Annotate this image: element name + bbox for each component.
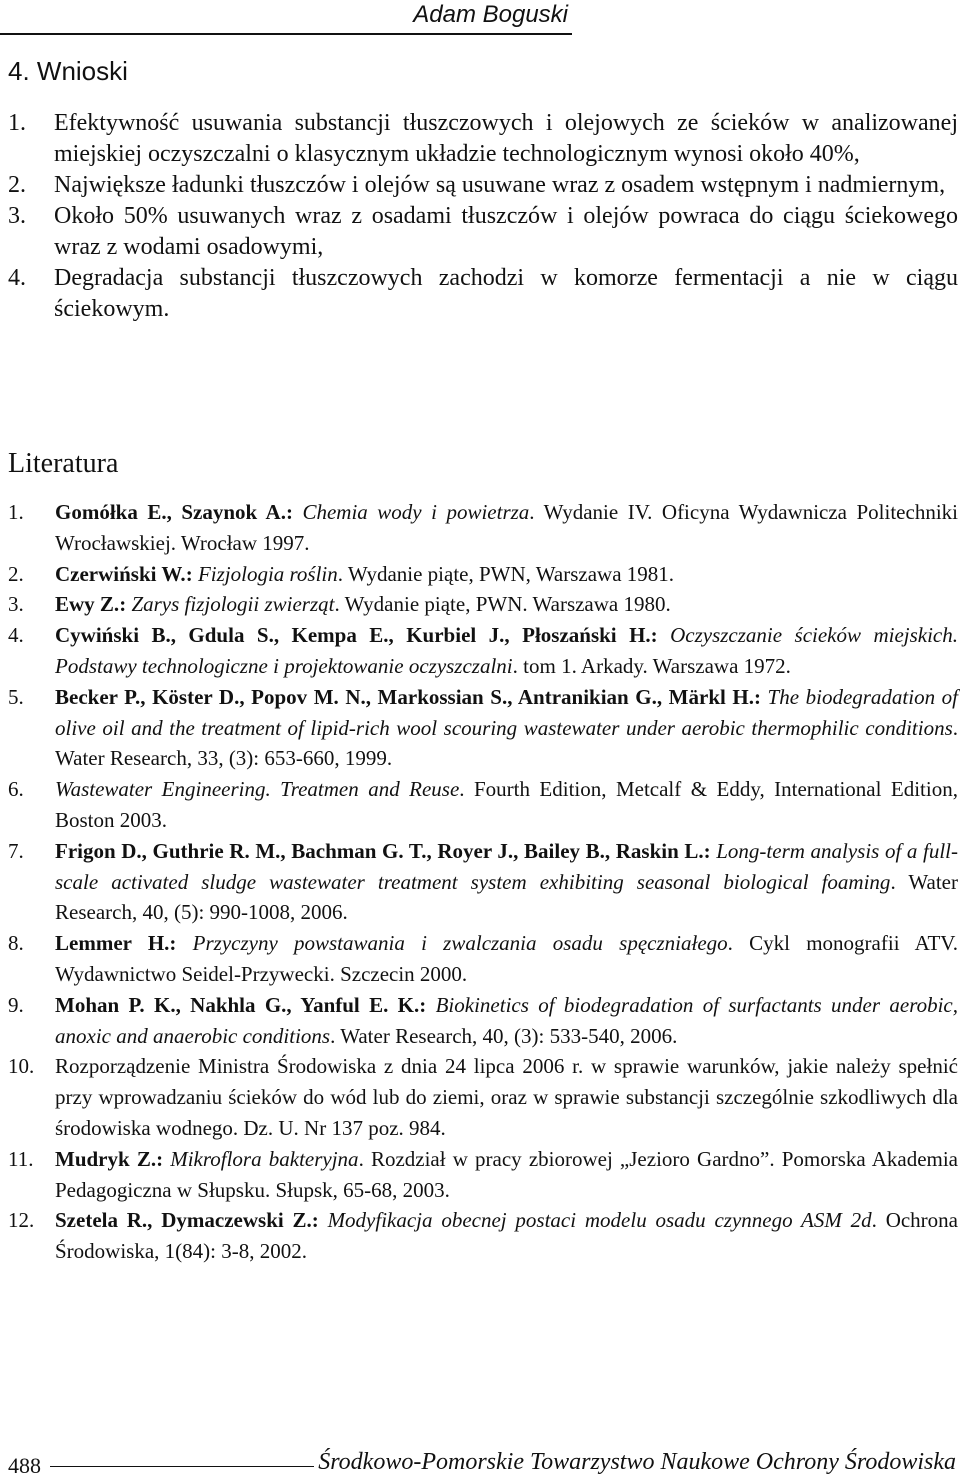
reference-number: 1. bbox=[8, 500, 24, 524]
reference-details: . Water Research, 40, (3): 533-540, 2006. bbox=[330, 1023, 678, 1048]
reference-title: Mikroflora bakteryjna bbox=[170, 1146, 359, 1171]
conclusion-number: 3. bbox=[8, 203, 26, 229]
conclusion-number: 4. bbox=[8, 265, 26, 291]
reference-title: The biodegradation of olive oil and the treatment of lipid-rich wool scouring wastewater under aerobic thermophilic conditions bbox=[55, 684, 958, 740]
reference-item bbox=[8, 1144, 958, 1206]
reference-details: Rozporządzenie Ministra Środowiska z dnia 24 lipca 2006 r. w sprawie warunków, jakie należy spełnić przy wprowadzaniu ścieków do wód lub do ziemi, oraz w sprawie substancji szczególnie szkodliwych dla środowiska wodnego. Dz. U. Nr 137 poz. 984. bbox=[55, 1054, 958, 1140]
conclusion-text: Około 50% usuwanych wraz z osadami tłuszczów i olejów powraca do ciągu ściekowego wraz z wodami osadowymi, bbox=[54, 203, 958, 260]
references-list bbox=[8, 497, 958, 1267]
reference-number: 6. bbox=[8, 777, 24, 802]
reference-title: Biokinetics of biodegradation of surfactants under aerobic, anoxic and anaerobic conditions bbox=[55, 992, 958, 1048]
reference-number: 7. bbox=[8, 838, 24, 863]
reference-separator: : bbox=[753, 684, 768, 709]
reference-number: 5. bbox=[8, 684, 24, 709]
reference-title: Modyfikacja obecnej postaci modelu osadu czynnego ASM 2d bbox=[327, 1208, 872, 1233]
reference-item bbox=[8, 990, 958, 1052]
reference-details: . Wydanie piąte, PWN. Warszawa 1980. bbox=[334, 592, 671, 617]
reference-title: Oczyszczanie ścieków miejskich. Podstawy technologiczne i projektowanie oczyszczalni bbox=[55, 623, 958, 678]
reference-separator: : bbox=[119, 592, 132, 617]
conclusion-text: Efektywność usuwania substancji tłuszczowych i olejowych ze ścieków w analizowanej miejskiej oczyszczalni o klasycznym układzie technologicznym wynosi około 40%, bbox=[54, 110, 958, 167]
reference-item bbox=[8, 497, 958, 559]
reference-authors: Gomółka E., Szaynok A. bbox=[55, 500, 286, 524]
reference-authors: Mohan P. K., Nakhla G., Yanful E. K. bbox=[55, 992, 420, 1017]
reference-details: . tom 1. Arkady. Warszawa 1972. bbox=[512, 653, 791, 678]
reference-title: Long-term analysis of a full-scale activated sludge wastewater treatment system exhibiting seasonal biological foaming bbox=[55, 838, 958, 894]
reference-separator: : bbox=[650, 623, 671, 648]
conclusion-text: Największe ładunki tłuszczów i olejów są usuwane wraz z osadem wstępnym i nadmiernym, bbox=[54, 172, 946, 198]
reference-details: . Cykl monografii ATV. Wydawnictwo Seidel-Przywecki. Szczecin 2000. bbox=[55, 931, 958, 986]
reference-title: Zarys fizjologii zwierząt bbox=[131, 592, 335, 617]
reference-title: Przyczyny powstawania i zwalczania osadu spęczniałego bbox=[192, 931, 728, 956]
conclusion-item bbox=[8, 108, 958, 170]
section-heading-literature: Literatura bbox=[8, 448, 119, 479]
reference-authors: Szetela R., Dymaczewski Z. bbox=[55, 1208, 312, 1233]
reference-item bbox=[8, 928, 958, 990]
running-header-author: Adam Boguski bbox=[413, 1, 568, 28]
conclusions-list bbox=[8, 108, 958, 325]
reference-item bbox=[8, 1205, 958, 1267]
reference-item bbox=[8, 682, 958, 774]
reference-title: Fizjologia roślin bbox=[197, 561, 338, 586]
footer-journal-name: Środkowo-Pomorskie Towarzystwo Naukowe Ochrony Środowiska bbox=[314, 1449, 956, 1476]
header-rule bbox=[0, 33, 572, 35]
reference-details: . Water Research, 40, (5): 990-1008, 2006. bbox=[55, 869, 958, 925]
reference-authors: Becker P., Köster D., Popov M. N., Markossian S., Antranikian G., Märkl H. bbox=[55, 684, 754, 709]
conclusion-text: Degradacja substancji tłuszczowych zachodzi w komorze fermentacji a nie w ciągu ściekowym. bbox=[54, 265, 958, 322]
reference-details: . Water Research, 33, (3): 653-660, 1999. bbox=[55, 715, 958, 771]
conclusion-item bbox=[8, 170, 958, 201]
reference-number: 12. bbox=[8, 1208, 35, 1233]
reference-details: . Fourth Edition, Metcalf & Eddy, International Edition, Boston 2003. bbox=[55, 777, 958, 832]
reference-title: Chemia wody i powietrza bbox=[302, 500, 530, 524]
reference-item bbox=[8, 589, 958, 620]
reference-details: . Wydanie IV. Oficyna Wydawnicza Politechniki Wrocławskiej. Wrocław 1997. bbox=[55, 500, 958, 555]
reference-number: 9. bbox=[8, 992, 24, 1017]
reference-item bbox=[8, 774, 958, 836]
reference-authors: Frigon D., Guthrie R. M., Bachman G. T., Royer J., Bailey B., Raskin L. bbox=[55, 838, 704, 863]
reference-item bbox=[8, 559, 958, 590]
conclusion-number: 2. bbox=[8, 172, 26, 198]
reference-separator: : bbox=[156, 1146, 171, 1171]
reference-details: . Wydanie piąte, PWN, Warszawa 1981. bbox=[337, 561, 675, 586]
reference-number: 3. bbox=[8, 592, 24, 617]
conclusion-number: 1. bbox=[8, 110, 26, 136]
reference-separator: : bbox=[285, 500, 303, 524]
reference-separator: : bbox=[703, 838, 717, 863]
reference-item bbox=[8, 620, 958, 682]
reference-authors: Cywiński B., Gdula S., Kempa E., Kurbiel J., Płoszański H. bbox=[55, 623, 651, 648]
reference-details: . Rozdział w pracy zbiorowej „Jezioro Gardno”. Pomorska Akademia Pedagogiczna w Słupsku. Słupsk, 65-68, 2003. bbox=[55, 1146, 959, 1202]
reference-separator: : bbox=[185, 561, 198, 586]
reference-separator: : bbox=[311, 1208, 328, 1233]
section-heading-conclusions: 4. Wnioski bbox=[8, 56, 128, 86]
reference-number: 11. bbox=[8, 1146, 34, 1171]
conclusion-item bbox=[8, 201, 958, 263]
reference-authors: Ewy Z. bbox=[55, 592, 120, 617]
reference-authors: Czerwiński W. bbox=[55, 561, 186, 586]
reference-authors: Mudryk Z. bbox=[55, 1146, 157, 1171]
reference-number: 4. bbox=[8, 623, 24, 648]
reference-item bbox=[8, 836, 958, 928]
reference-item bbox=[8, 1051, 958, 1143]
reference-number: 2. bbox=[8, 561, 24, 586]
reference-number: 8. bbox=[8, 931, 24, 956]
reference-details: . Ochrona Środowiska, 1(84): 3-8, 2002. bbox=[55, 1208, 958, 1264]
conclusion-item bbox=[8, 263, 958, 325]
page-number: 488 bbox=[8, 1453, 41, 1478]
reference-number: 10. bbox=[8, 1054, 35, 1079]
reference-title: Wastewater Engineering. Treatmen and Reuse bbox=[55, 777, 460, 802]
reference-separator: : bbox=[169, 931, 193, 956]
reference-separator: : bbox=[419, 992, 436, 1017]
reference-authors: Lemmer H. bbox=[55, 931, 170, 956]
